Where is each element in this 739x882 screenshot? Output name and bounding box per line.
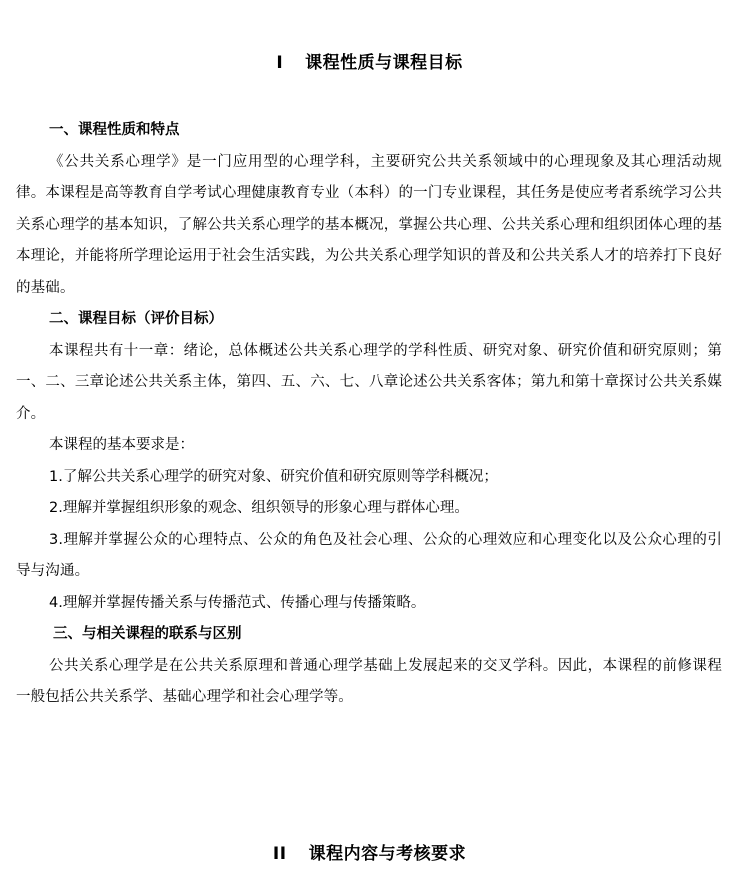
part-title-1 <box>0 48 739 73</box>
part-number-1: I <box>276 53 284 73</box>
part-title-text-2: 课程内容与考核要求 <box>308 844 467 864</box>
section-paragraph-2: 本课程共有十一章：绪论，总体概述公共关系心理学的学科性质、研究对象、研究价值和研究原则；第一、二、三章论述公共关系主体，第四、五、六、七、八章论述公共关系客体；第九和第十章探讨公共关系媒介。 <box>16 342 722 422</box>
requirement-item-2: 2.理解并掌握组织形象的观念、组织领导的形象心理与群体心理。 <box>49 500 469 516</box>
section-paragraph-1: 《公共关系心理学》是一门应用型的心理学科，主要研究公共关系领域中的心理现象及其心理活动规律。本课程是高等教育自学考试心理健康教育专业（本科）的一门专业课程，其任务是使应考者系统学习公共关系心理学的基本知识，了解公共关系心理学的基本概况，掌握公共心理、公共关系心理和组织团体心理的基本理论，并能将所学理论运用于社会生活实践，为公共关系心理学知识的普及和公共关系人才的培养打下良好的基础。 <box>16 153 722 296</box>
requirements-intro: 本课程的基本要求是： <box>49 437 194 453</box>
section-heading-3: 三、与相关课程的联系与区别 <box>53 626 242 642</box>
requirement-item-4: 4.理解并掌握传播关系与传播范式、传播心理与传播策略。 <box>49 594 426 611</box>
document-body <box>16 115 722 714</box>
part-title-text-1: 课程性质与课程目标 <box>305 53 463 73</box>
section-heading-1: 一、课程性质和特点 <box>49 122 180 138</box>
requirement-item-1: 1.了解公共关系心理学的研究对象、研究价值和研究原则等学科概况； <box>49 468 498 485</box>
part-number-2: II <box>272 844 287 864</box>
section-heading-2: 二、课程目标（评价目标） <box>49 311 223 327</box>
requirement-item-3: 3.理解并掌握公众的心理特点、公众的角色及社会心理、公众的心理效应和心理变化以及公众心理的引导与沟通。 <box>16 531 722 579</box>
section-paragraph-3: 公共关系心理学是在公共关系原理和普通心理学基础上发展起来的交叉学科。因此，本课程的前修课程一般包括公共关系学、基础心理学和社会心理学等。 <box>16 657 722 705</box>
part-title-2 <box>0 839 739 864</box>
